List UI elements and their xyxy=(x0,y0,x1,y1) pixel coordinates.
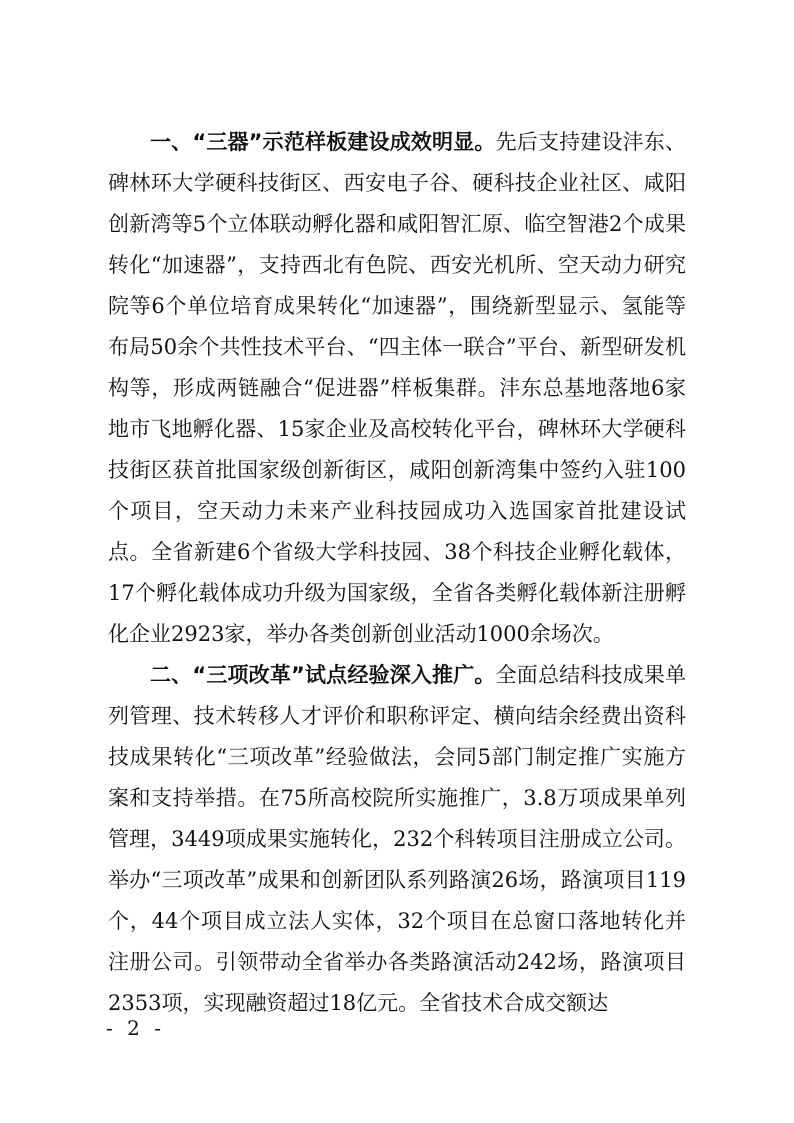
paragraph-2-text: 全面总结科技成果单列管理、技术转移人才评价和职称评定、横向结余经费出资科技成果转化“三项改革”经验做法，会同5部门制定推广实施方案和支持举措。在75所高校院所实施推广，3.8万项成果单列管理，3449项成果实施转化，232个科转项目注册成立公司。举办“三项改革”成果和创新团队系列路演26场，路演项目119个，44个项目成立法人实体，32个项目在总窗口落地转化并注册公司。引领带动全省举办各类路演活动242场，路演项目2353项，实现融资超过18亿元。全省技术合成交额达 xyxy=(108,663,686,1015)
page-number: - 2 - xyxy=(106,1016,165,1040)
paragraph-1-text: 先后支持建设沣东、碑林环大学硬科技街区、西安电子谷、硬科技企业社区、咸阳创新湾等5个立体联动孵化器和咸阳智汇原、临空智港2个成果转化“加速器”，支持西北有色院、西安光机所、空天动力研究院等6个单位培育成果转化“加速器”，围绕新型显示、氢能等布局50余个共性技术平台、“四主体一联合”平台、新型研发机构等，形成两链融合“促进器”样板集群。沣东总基地落地6家地市飞地孵化器、15家企业及高校转化平台，碑林环大学硬科技街区获首批国家级创新街区，咸阳创新湾集中签约入驻100个项目，空天动力未来产业科技园成功入选国家首批建设试点。全省新建6个省级大学科技园、38个科技企业孵化载体，17个孵化载体成功升级为国家级，全省各类孵化载体新注册孵化企业2923家，举办各类创新创业活动1000余场次。 xyxy=(108,130,686,646)
paragraph-1 xyxy=(108,122,686,655)
paragraph-1-heading: 一、“三器”示范样板建设成效明显。 xyxy=(150,130,496,154)
document-body xyxy=(108,122,686,1024)
paragraph-2-heading: 二、“三项改革”试点经验深入推广。 xyxy=(150,663,496,687)
paragraph-2 xyxy=(108,655,686,1024)
